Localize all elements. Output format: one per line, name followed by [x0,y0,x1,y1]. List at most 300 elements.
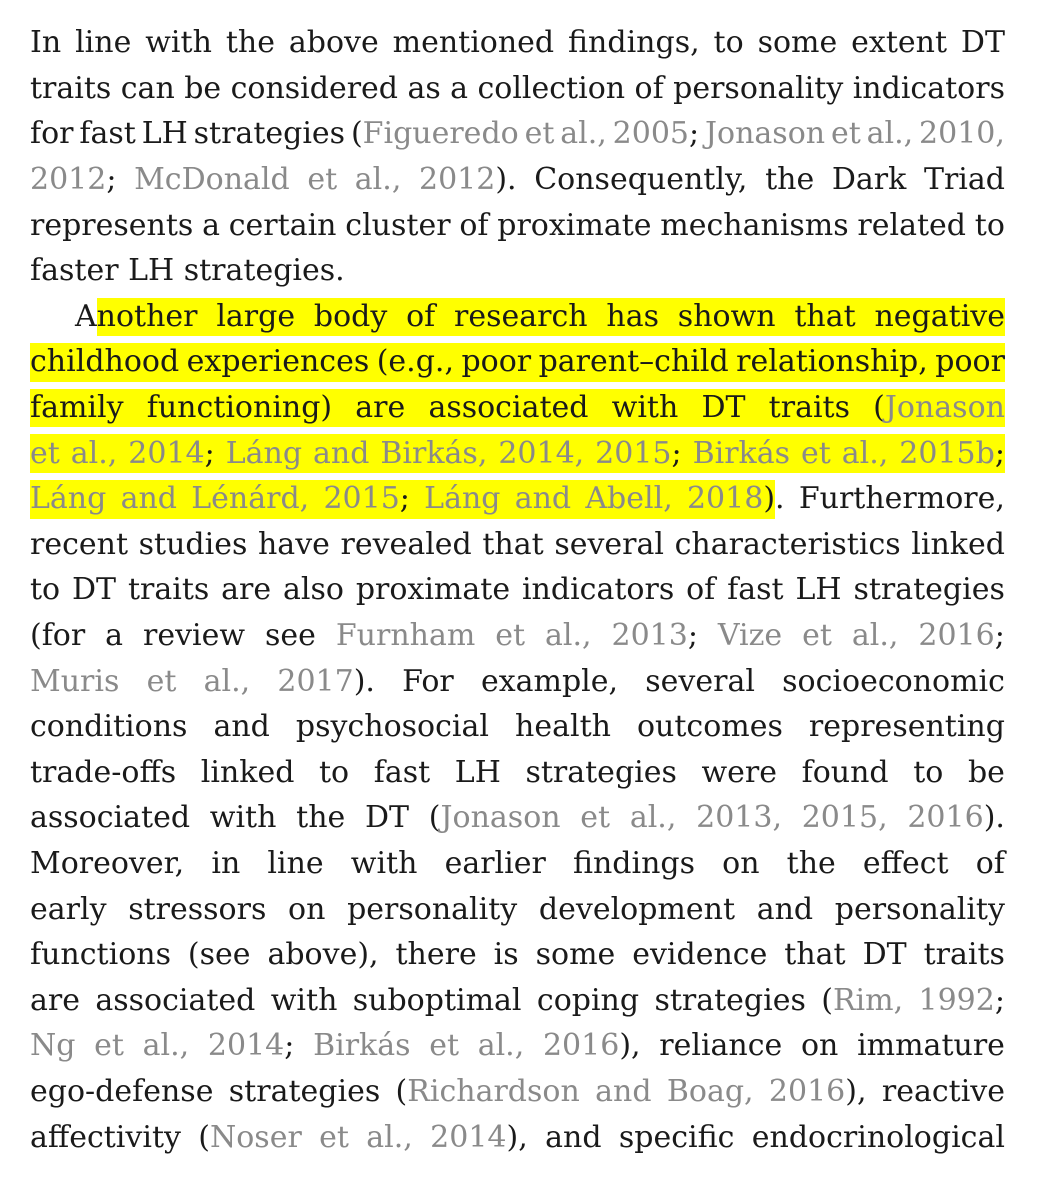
word [271,983,338,1018]
text-line [30,613,1005,659]
citation-reference[interactable]: al., [366,1119,413,1155]
citation-reference[interactable]: 2014 [128,435,205,471]
citation-reference[interactable]: 2014 [430,1119,507,1155]
word [554,527,664,562]
citation-reference[interactable]: Jonason [440,800,561,836]
word [455,755,501,790]
text-fragment: ). [983,800,1005,836]
citation-reference[interactable]: al., [544,618,592,654]
text-fragment: ; [994,435,1005,471]
text-fragment: be [184,70,222,106]
word [198,1120,302,1155]
word [30,846,184,881]
text-fragment: A [75,298,97,334]
text-fragment: findings [572,845,696,881]
text-fragment: traits [127,572,210,608]
citation-reference[interactable]: 2016 [542,1028,620,1064]
text-fragment: are [221,572,272,608]
citation-reference[interactable]: 2013, [696,800,782,836]
text-fragment: considered [230,70,399,106]
text-fragment: fast [373,754,431,790]
citation-reference[interactable]: Birkás [313,1028,411,1064]
word [924,162,1005,197]
word [393,25,555,60]
citation-reference[interactable]: Jonason [705,116,826,152]
word [568,25,700,60]
text-fragment: studies [138,526,248,562]
text-fragment: several [554,526,664,562]
citation-reference[interactable]: al., [866,116,914,152]
word [143,618,245,653]
citation-reference[interactable]: Birkás, [380,435,488,471]
word [802,800,888,835]
text-fragment: indicators [852,70,1005,106]
word [853,572,1004,607]
citation-reference[interactable]: Richardson [407,1073,580,1109]
word [145,25,212,60]
word [323,481,409,516]
citation-reference[interactable]: 2012 [418,162,496,198]
citation-reference[interactable]: Lénárd, [191,481,310,517]
citation-reference[interactable]: 2010, [919,116,1005,152]
text-fragment: evidence [632,937,768,973]
text-fragment: ; [204,435,215,471]
word [30,800,190,835]
text-fragment: some [757,25,838,61]
text-fragment: traits [923,937,1005,973]
text-fragment: ; [994,982,1005,1018]
word [536,937,616,972]
word [429,1028,459,1063]
text-fragment: a [450,70,469,106]
word [380,436,487,471]
word [204,664,251,699]
citation-reference[interactable]: al., [70,435,118,471]
text-fragment: trade-offs [30,754,177,790]
word [184,71,221,106]
word [128,436,214,471]
word [30,481,106,516]
text-fragment: ( [395,1073,408,1109]
text-fragment: strategies. [183,253,345,289]
word [424,481,500,516]
text-fragment: above [288,25,379,61]
word [345,208,450,243]
word [687,481,785,516]
word [30,1028,75,1063]
text-fragment: revealed [340,526,472,562]
text-fragment: proximate [355,572,511,608]
text-fragment: ; [689,116,700,152]
word [543,1028,641,1063]
word [30,253,119,288]
text-fragment: extent [851,25,948,61]
text-fragment: affectivity [30,1119,181,1155]
citation-reference[interactable]: et [800,435,831,471]
text-line [30,1069,1005,1115]
word [366,1120,413,1155]
text-fragment: effect [862,845,949,881]
text-fragment: parent–child [538,344,729,380]
citation-reference[interactable]: Ng [30,1028,76,1064]
text-fragment: ; [284,1028,295,1064]
text-fragment: mentioned [392,25,555,61]
citation-reference[interactable]: Birkás [692,435,791,471]
word [121,481,177,516]
word [396,937,477,972]
citation-reference[interactable]: 2016 [918,618,995,654]
word [478,1028,525,1063]
word [265,618,316,653]
citation-reference[interactable]: Muris [30,663,120,699]
citation-reference[interactable]: al., [142,1028,190,1064]
citation-reference[interactable]: Abell, [585,481,673,517]
word [580,800,610,835]
citation-reference[interactable]: al., [477,1028,525,1064]
word [560,116,607,151]
word [229,208,337,243]
word [428,390,588,425]
text-fragment: with [270,982,338,1018]
word [314,299,387,334]
word [595,1074,651,1109]
citation-reference[interactable]: al., [354,162,402,198]
word [429,800,561,835]
space [119,253,129,288]
word [143,1028,190,1063]
text-fragment: In [30,25,62,61]
text-fragment: represents [30,207,194,243]
word [632,937,767,972]
text-fragment: shown [677,298,776,334]
word [355,390,405,425]
citation-reference[interactable]: Láng [424,481,501,517]
word [727,572,783,607]
citation-reference[interactable]: Láng [225,435,303,471]
text-fragment: LH [454,754,501,790]
text-fragment: DT [701,390,746,426]
word [573,846,695,881]
text-fragment: certain [228,207,337,243]
citation-reference[interactable]: Vize [717,618,783,654]
citation-reference[interactable]: 1992 [918,982,995,1018]
text-fragment: immature [857,1028,1005,1064]
word [121,71,175,106]
text-fragment: conditions [30,709,188,745]
word [187,344,370,379]
word [630,800,677,835]
word [226,25,275,60]
word [495,618,525,653]
text-fragment: family [30,390,124,426]
word [128,572,209,607]
word [782,664,1005,699]
citation-reference[interactable]: et [830,116,861,152]
citation-reference[interactable]: Furnham [335,618,476,654]
text-fragment: ( [350,116,363,152]
word [313,1028,410,1063]
word [874,299,1005,334]
text-fragment: early [30,891,107,927]
citation-reference[interactable]: al., [629,800,677,836]
text-fragment: ; [994,618,1005,654]
citation-reference[interactable]: 2014 [207,1028,285,1064]
text-fragment: coping [536,982,640,1018]
word [402,664,454,699]
word [377,344,454,379]
citation-reference[interactable]: et [94,1028,124,1064]
text-fragment: with [209,800,277,836]
citation-reference[interactable]: 2017 [277,663,354,699]
citation-reference[interactable]: Láng [30,481,107,517]
word [787,846,836,881]
word [722,846,759,881]
text-fragment: personality [673,70,844,106]
text-fragment: ). [495,162,517,198]
citation-reference[interactable]: et [319,1119,349,1155]
space [174,253,184,288]
word [873,390,1005,425]
word [30,892,107,927]
citation-reference[interactable]: 2018 [686,481,764,517]
word [128,253,174,288]
text-line [30,1023,1005,1069]
text-line [30,476,1005,522]
word [406,299,435,334]
word [736,344,928,379]
word [396,1074,580,1109]
word [296,800,345,835]
word [184,253,345,288]
word [701,755,777,790]
text-line [30,886,1005,932]
word [595,436,681,471]
text-line [30,20,1005,66]
citation-reference[interactable]: et [802,618,832,654]
text-fragment: ), [506,1119,528,1155]
text-fragment: ). [353,663,375,699]
text-line [30,111,1005,157]
text-fragment: of [406,298,436,334]
citation-reference[interactable]: al., [203,663,251,699]
citation-reference[interactable]: Jonason [884,390,1005,426]
word [188,937,251,972]
word [961,25,1005,60]
text-fragment: is [493,937,519,973]
word [30,344,179,379]
citation-reference[interactable]: et [146,663,177,699]
word [351,116,519,151]
word [867,116,914,151]
text-line [30,795,1005,841]
word [226,436,302,471]
text-fragment: Dark [831,162,907,198]
citation-reference[interactable]: Rim, [832,982,904,1018]
text-fragment: associated [95,982,256,1018]
word [654,983,805,1018]
word [355,162,402,197]
text-fragment: to [713,25,744,61]
text-fragment: representing [808,709,1005,745]
word [79,116,135,151]
word [924,937,1005,972]
word [30,527,128,562]
text-fragment: stressors [128,891,267,927]
word [795,572,841,607]
citation-reference[interactable]: 2015b [899,435,995,471]
citation-reference[interactable]: et [30,435,60,471]
text-fragment: DT [72,572,117,608]
word [802,618,832,653]
citation-reference[interactable]: McDonald [134,162,290,198]
text-fragment: there [395,937,477,973]
citation-reference[interactable]: 2013 [611,618,688,654]
citation-reference[interactable]: al., [560,116,607,152]
word [701,390,745,425]
text-fragment: above), [267,937,379,973]
citation-reference[interactable]: 2014, [498,435,585,471]
citation-reference[interactable]: 2016 [907,800,984,836]
citation-reference[interactable]: 2016 [768,1073,846,1109]
citation-reference[interactable]: et [495,618,526,654]
text-fragment: functions [30,937,171,973]
text-line [30,750,1005,796]
citation-reference[interactable]: et [580,800,611,836]
citation-reference[interactable]: Noser [210,1119,302,1155]
text-fragment: For [402,663,454,699]
citation-reference[interactable]: 2015, [801,800,888,836]
text-fragment: several [645,663,755,699]
word [356,572,510,607]
citation-reference[interactable]: and [120,481,177,517]
word [216,299,295,334]
word [913,755,943,790]
citation-reference[interactable]: and [595,1073,652,1109]
word [221,572,271,607]
word [769,1074,867,1109]
word [494,937,519,972]
citation-reference[interactable]: al., [851,618,899,654]
word [319,755,349,790]
text-fragment: associated [30,800,191,836]
word [71,436,118,471]
text-fragment: of [634,70,664,106]
text-fragment: on [722,845,760,881]
text-fragment: body [313,298,388,334]
word [918,618,1004,653]
word [794,299,855,334]
text-fragment: (e.g., [376,344,454,380]
text-fragment: ), [619,1028,641,1064]
text-fragment: negative [874,298,1005,334]
word [477,71,625,106]
word [75,25,131,60]
word [832,162,906,197]
word [445,846,546,881]
word [30,162,116,197]
text-line [30,66,1005,112]
text-line [30,385,1005,431]
word [976,846,1005,881]
word [341,527,472,562]
text-line [30,430,1005,476]
text-line [30,248,1005,294]
citation-reference[interactable]: 2012 [30,162,107,198]
text-fragment: personality [834,891,1005,927]
word [534,162,747,197]
word [419,162,517,197]
word [336,618,475,653]
citation-reference[interactable]: et [429,1028,460,1064]
word [667,1074,754,1109]
word [75,299,198,334]
text-fragment: DT [862,937,907,973]
word [319,1120,349,1155]
text-line [30,202,1005,248]
text-fragment: childhood [30,344,180,380]
word [673,71,843,106]
text-fragment: of [686,572,716,608]
word [851,25,947,60]
word [202,208,220,243]
word [784,937,845,972]
text-fragment: found [801,754,889,790]
text-fragment: also [283,572,344,608]
text-fragment: are [355,390,406,426]
citation-reference[interactable]: Boag, [666,1073,754,1109]
word [30,755,176,790]
word [267,937,378,972]
citation-reference[interactable]: al., [841,435,889,471]
text-line [30,294,1005,340]
citation-reference[interactable]: and [514,481,572,517]
word [675,527,901,562]
word [72,572,116,607]
citation-reference[interactable]: Figueredo [362,116,519,152]
text-fragment: Consequently, [534,162,748,198]
text-fragment: strategies [228,1073,381,1109]
citation-reference[interactable]: et [307,162,338,198]
text-fragment: associated [428,390,589,426]
word [918,983,1004,1018]
word [30,390,124,425]
text-fragment: earlier [444,845,546,881]
citation-reference[interactable]: and [313,435,370,471]
word [313,436,369,471]
word [30,937,171,972]
text-fragment: ; [106,162,117,198]
citation-reference[interactable]: 2015 [595,435,672,471]
text-fragment: of [459,207,489,243]
text-fragment: to [974,207,1005,243]
word [911,527,1005,562]
word [853,71,1005,106]
word [718,618,782,653]
word [208,1028,294,1063]
citation-reference[interactable]: 2005 [612,116,690,152]
word [191,481,309,516]
word [857,208,966,243]
citation-reference[interactable]: 2015 [323,481,400,517]
text-fragment: of [975,845,1005,881]
word [30,116,74,151]
text-fragment: collection [477,70,626,106]
word [758,25,838,60]
word [30,71,111,106]
text-line [30,522,1005,568]
citation-reference[interactable]: et [524,116,555,152]
text-fragment: in [211,845,241,881]
